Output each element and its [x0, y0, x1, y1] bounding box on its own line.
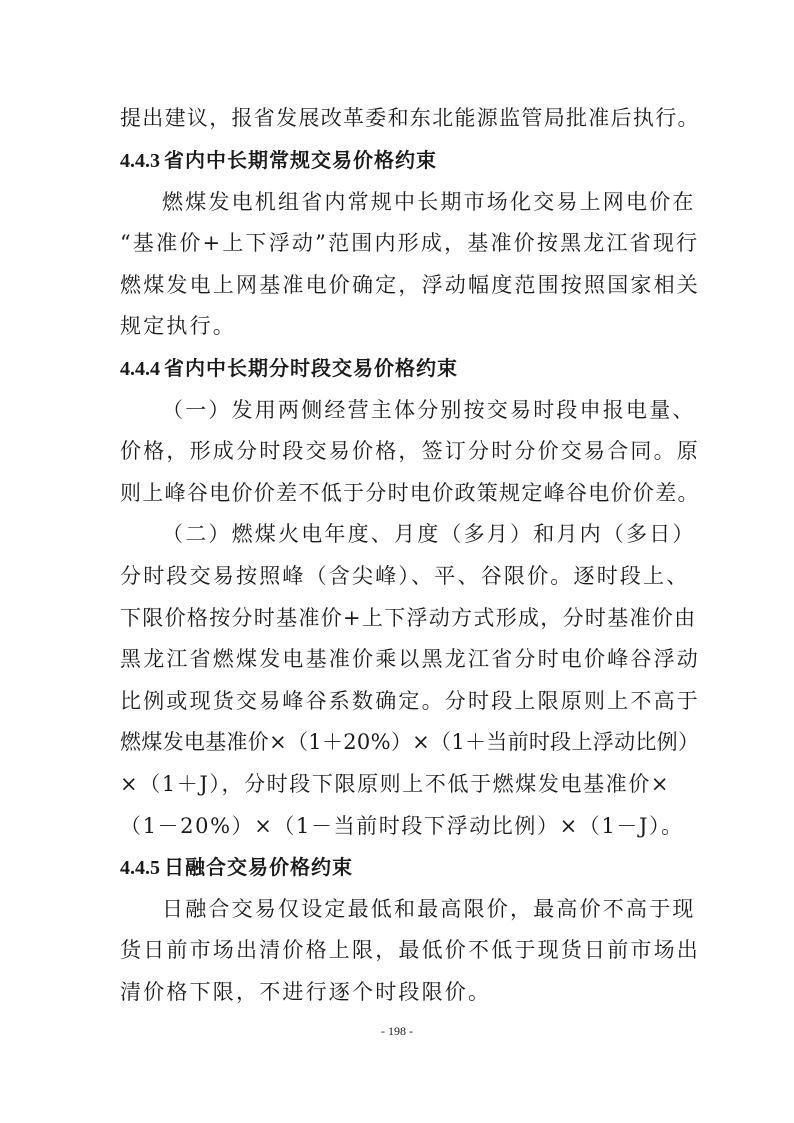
section-number: 4.4.4 [120, 358, 160, 380]
section-heading-4-4-4 [120, 354, 458, 383]
paragraph-line: （1－20%）×（1－当前时段下浮动比例）×（1－J）。 [120, 814, 684, 838]
paragraph-line: 燃煤发电基准价×（1＋20%）×（1＋当前时段上浮动比例） [120, 730, 700, 754]
paragraph-line: 下限价格按分时基准价+上下浮动方式形成，分时基准价由 [120, 606, 697, 630]
paragraph-line: 则上峰谷电价价差不低于分时电价政策规定峰谷电价价差。 [120, 481, 700, 505]
paragraph-line: 规定执行。 [120, 314, 236, 338]
paragraph-line: ×（1＋J），分时段下限原则上不低于燃煤发电基准价× [120, 772, 671, 796]
section-heading-4-4-3 [120, 146, 437, 175]
paragraph-line: 分时段交易按照峰（含尖峰）、平、谷限价。逐时段上、 [120, 564, 690, 588]
paragraph-line: 日融合交易仅设定最低和最高限价，最高价不高于现 [162, 897, 696, 921]
paragraph-line: “基准价+上下浮动”范围内形成，基准价按黑龙江省现行 [120, 231, 700, 255]
paragraph-line: （二）燃煤火电年度、月度（多月）和月内（多日） [162, 522, 696, 546]
paragraph-line: 提出建议，报省发展改革委和东北能源监管局批准后执行。 [120, 106, 700, 130]
paragraph-line: 清价格下限，不进行逐个时段限价。 [120, 980, 492, 1004]
section-number: 4.4.3 [120, 150, 160, 172]
section-title: 省内中长期分时段交易价格约束 [164, 356, 458, 380]
section-title: 日融合交易价格约束 [164, 855, 353, 879]
page-number: - 198 - [381, 1024, 413, 1038]
paragraph-line: （一）发用两侧经营主体分别按交易时段申报电量、 [162, 398, 696, 422]
paragraph-line: 价格，形成分时段交易价格，签订分时分价交易合同。原 [120, 439, 700, 463]
section-title: 省内中长期常规交易价格约束 [164, 148, 437, 172]
section-heading-4-4-5 [120, 853, 353, 882]
paragraph-line: 燃煤发电机组省内常规中长期市场化交易上网电价在 [162, 190, 696, 214]
paragraph-line: 燃煤发电上网基准电价确定，浮动幅度范围按照国家相关 [120, 273, 700, 297]
paragraph-line: 黑龙江省燃煤发电基准价乘以黑龙江省分时电价峰谷浮动 [120, 647, 700, 671]
paragraph-line: 比例或现货交易峰谷系数确定。分时段上限原则上不高于 [120, 689, 700, 713]
section-number: 4.4.5 [120, 857, 160, 879]
paragraph-line: 货日前市场出清价格上限，最低价不低于现货日前市场出 [120, 938, 700, 962]
